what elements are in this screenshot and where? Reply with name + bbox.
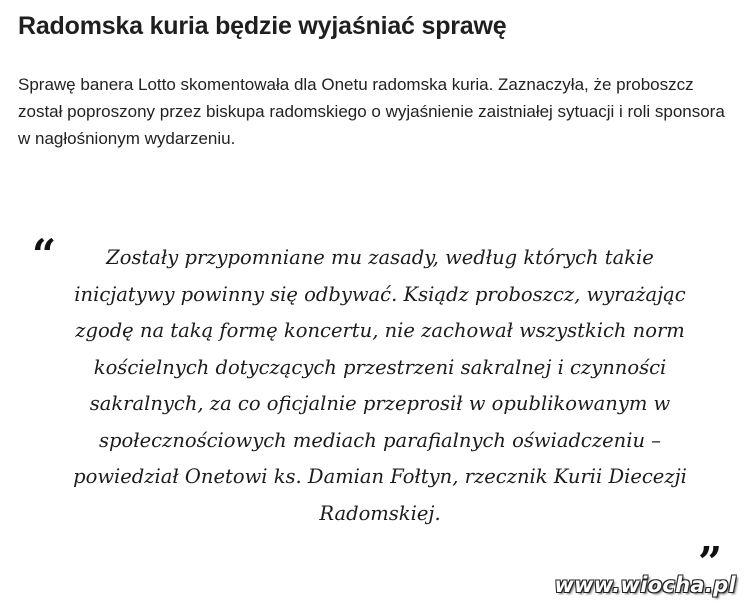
quote-text: Zostały przypomniane mu zasady, według których takie inicjatywy powinny się odbywać. Ksiądz proboszcz, wyrażając zgodę na taką formę koncertu, nie zachował wszystkich norm kościelnych dotyczących przestrzeni sakralnej i czynności sakralnych, za co oficjalnie przeprosił w opublikowanym w społecznościowych mediach parafialnych oświadczeniu – powiedział Onetowi ks. Damian Fołtyn, rzecznik Kurii Diecezji Radomskiej. xyxy=(73,246,687,525)
open-quote-mark-icon: “ xyxy=(32,230,57,279)
article-lead-paragraph: Sprawę banera Lotto skomentowała dla Onetu radomska kuria. Zaznaczyła, że proboszcz został poproszony przez biskupa radomskiego o wyjaśnienie zaistniałej sytuacji i roli sponsora w nagłośnionym wydarzeniu. xyxy=(18,75,725,148)
article-headline: Radomska kuria będzie wyjaśniać sprawę xyxy=(18,12,507,40)
close-quote-mark-icon: ” xyxy=(698,538,723,587)
site-watermark: www.wiocha.pl xyxy=(554,573,736,597)
